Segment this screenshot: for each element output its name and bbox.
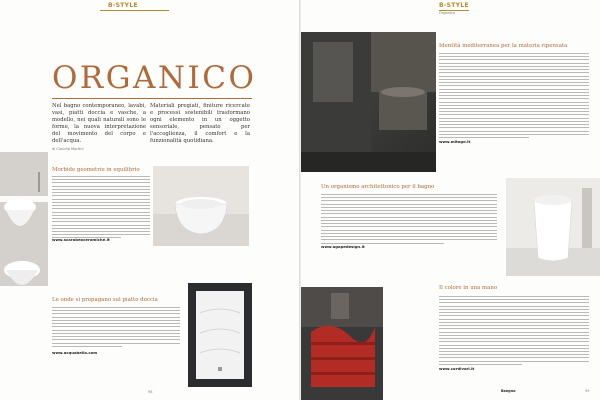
colour-radiator-photo	[301, 287, 383, 400]
right-running-head: B-STYLE	[439, 2, 469, 9]
freestanding-sink-photo	[506, 178, 600, 276]
article-url[interactable]: www.mitogo.it	[439, 139, 471, 144]
article-body-text	[321, 194, 497, 246]
freestanding-sink-drawing	[506, 178, 600, 276]
left-running-head: B-STYLE	[108, 2, 138, 9]
article-heading: Il colore in una mano	[439, 285, 498, 291]
article-body-text	[52, 307, 180, 349]
right-head-rule	[439, 10, 469, 11]
article-body-text	[52, 176, 150, 241]
page-number: 98	[148, 390, 153, 394]
article-body-text	[439, 296, 589, 367]
title-rule	[52, 98, 252, 99]
author-credit: di Claudia Martini	[52, 147, 84, 151]
brand-mark: Bsegno	[501, 389, 516, 393]
basin-photo	[0, 152, 48, 286]
right-page	[301, 0, 600, 400]
stone-bath-photo	[301, 32, 436, 172]
article-heading: Le onde si propagano sul piatto doccia	[52, 297, 158, 303]
article-url[interactable]: www.acquabella.com	[52, 350, 98, 355]
article-url[interactable]: www.cordivari.it	[439, 366, 475, 371]
shower-tray-photo	[188, 283, 252, 387]
article-heading: Un organismo architettonico per il bagno	[321, 184, 435, 190]
vessel-photo-drawing	[153, 166, 249, 246]
left-head-rule	[100, 10, 169, 11]
article-body-text	[439, 53, 589, 140]
article-url[interactable]: www.agapedesign.it	[321, 244, 365, 249]
article-heading: Morbide geometrie in equilibrio	[52, 167, 140, 173]
article-url[interactable]: www.scarabeoceramiche.it	[52, 237, 110, 242]
intro-column-2: Materiali pregiati, finiture ricercate e processi sostenibili trasformano ogni elemento in un oggetto sensoriale, pensato per l'accoglienza, il comfort e la funzionalità quotidiana.	[150, 103, 250, 145]
left-page	[0, 0, 299, 400]
page-number: 99	[585, 389, 590, 393]
stone-bath-drawing	[301, 32, 436, 172]
basin-photo-drawing	[0, 152, 48, 286]
page-title: ORGANICO	[52, 60, 257, 96]
colour-radiator-drawing	[301, 287, 383, 400]
shower-tray-drawing	[188, 283, 252, 387]
intro-column-1: Nel bagno contemporaneo, lavabi, vasi, piatti doccia e vasche, a modello, nei quali naturali sono le forme, la nuova interpretazione del movimento del corpo e dell'acqua.	[52, 103, 146, 145]
article-heading: Identità mediterranea per la materia ripensata	[439, 43, 568, 49]
vessel-photo	[153, 166, 249, 246]
right-running-subtitle: Organico	[439, 11, 456, 15]
